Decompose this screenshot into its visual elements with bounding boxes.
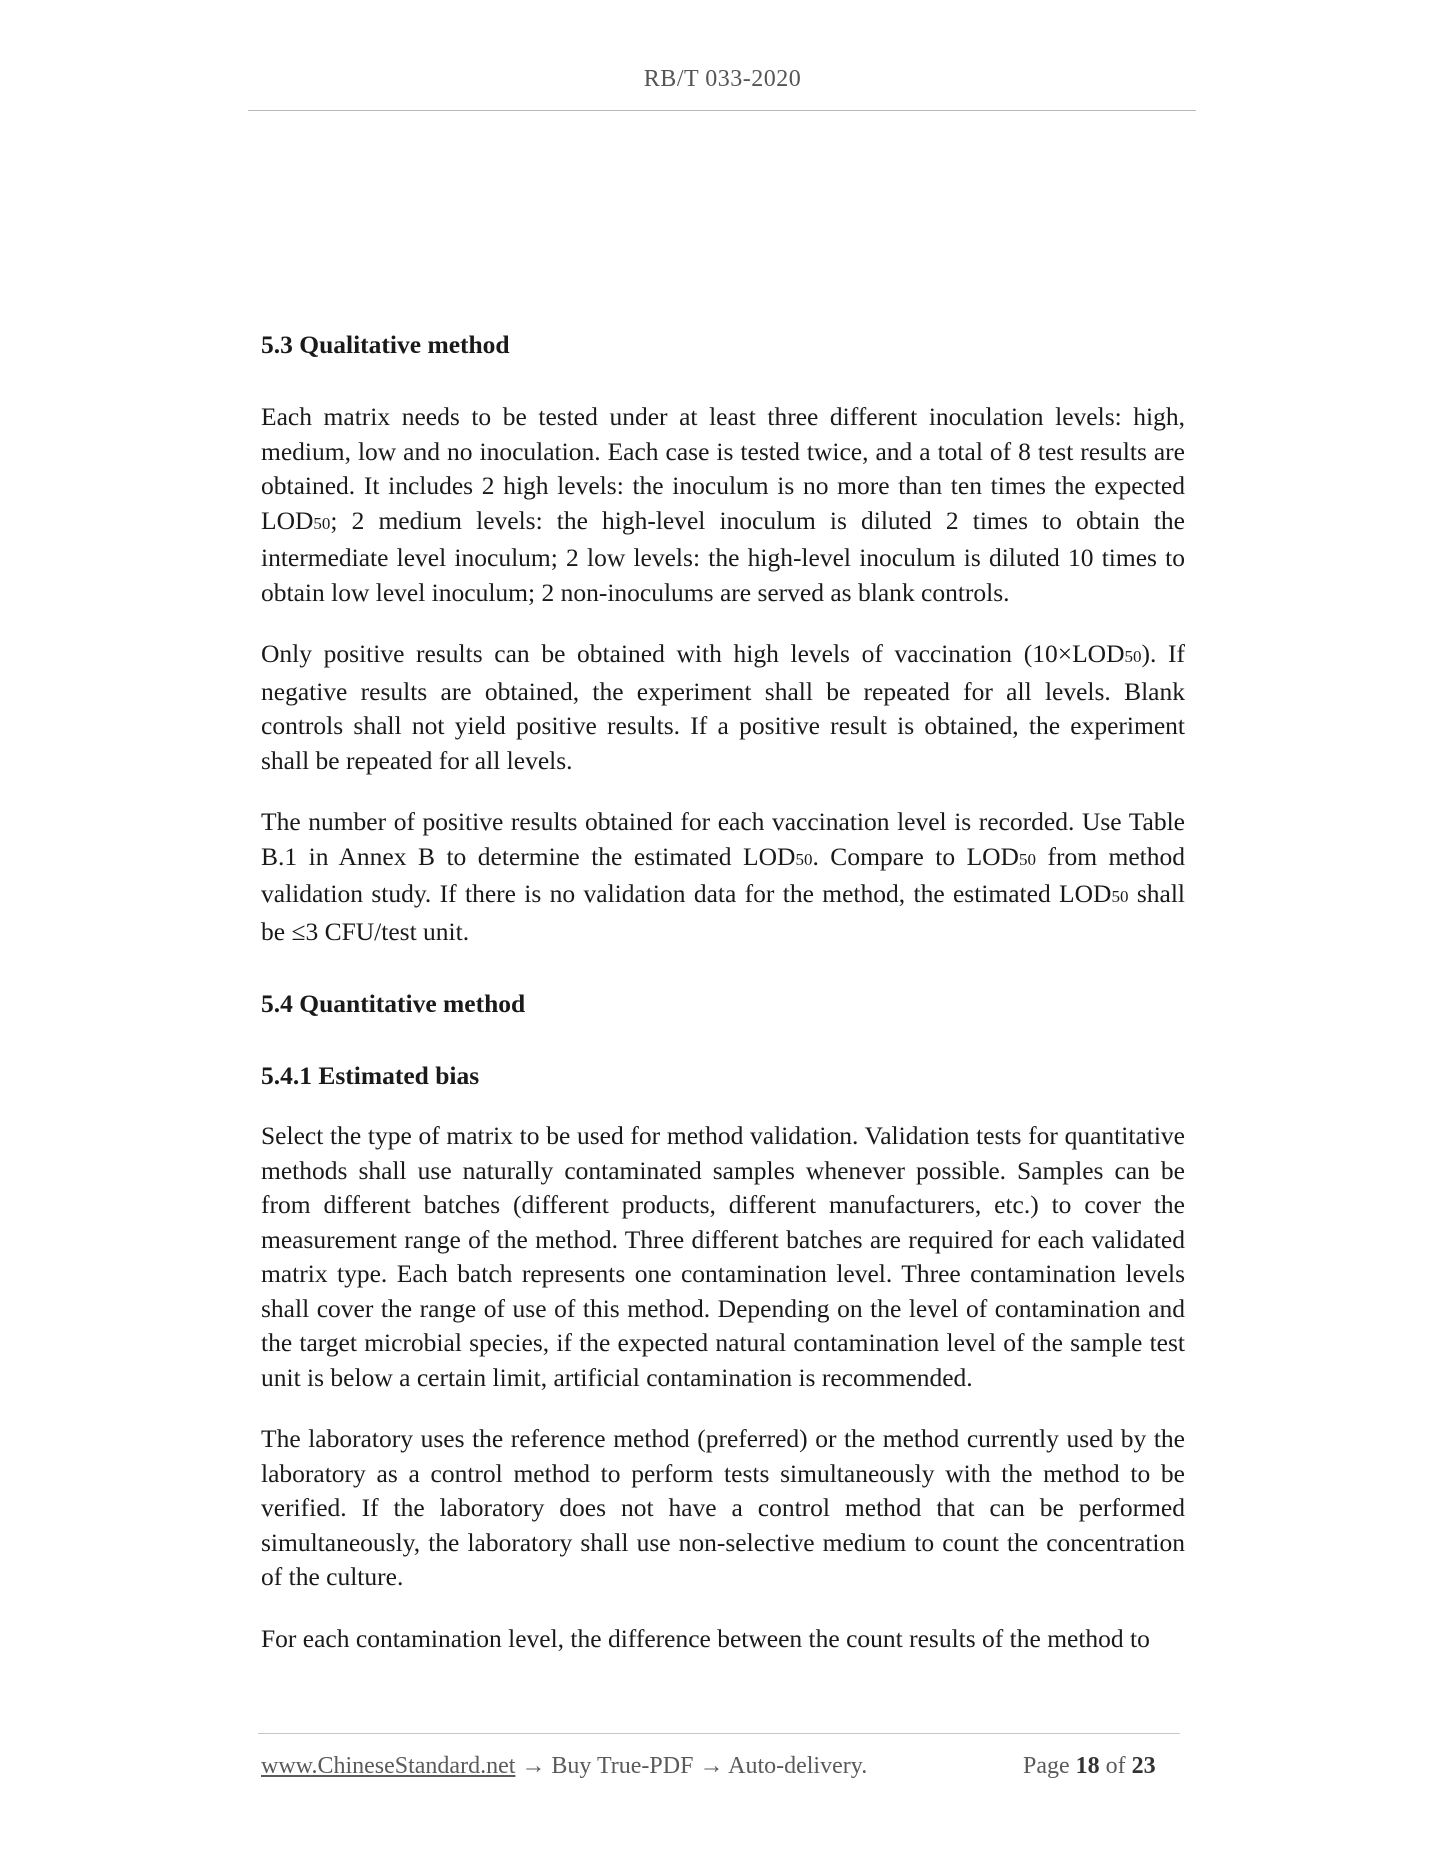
section-5-4-1-paragraph-1: Select the type of matrix to be used for method validation. Validation tests for quantitative methods shall use naturally contaminated samples whenever possible. Samples can be from different batches (different products, different manufacturers, etc.) to cover the measurement range of the method. Three different batches are required for each validated matrix type. Each batch represents one contamination level. Three contamination levels shall cover the range of use of this method. Depending on the level of contamination and the target microbial species, if the expected natural contamination level of the sample test unit is below a certain limit, artificial contamination is recommended. bbox=[261, 1121, 1185, 1392]
website-link[interactable]: www.ChineseStandard.net bbox=[261, 1753, 516, 1779]
section-5-3-paragraph-2: Only positive results can be obtained with high levels of vaccination (10×LOD50). If negative results are obtained, the experiment shall be repeated for all levels. Blank controls shall not yield positive results. If a positive result is obtained, the experiment shall be repeated for all levels. bbox=[261, 639, 1185, 775]
section-5-4-1-paragraph-3: For each contamination level, the difference between the count results of the method to bbox=[261, 1623, 1150, 1653]
footer-promo bbox=[261, 1753, 867, 1780]
current-page-number: 18 bbox=[1075, 1753, 1100, 1779]
total-pages-number: 23 bbox=[1131, 1753, 1156, 1779]
footer-promo-text: → Buy True-PDF → Auto-delivery. bbox=[515, 1753, 868, 1779]
section-5-3-heading: 5.3 Qualitative method bbox=[261, 330, 510, 359]
header-divider bbox=[248, 110, 1196, 111]
page-content bbox=[261, 328, 1185, 1683]
section-5-3-paragraph-3: The number of positive results obtained for each vaccination level is recorded. Use Table B.1 in Annex B to determine the estimated LOD50. Compare to LOD50 from method validation study. If there is no validation data for the method, the estimated LOD50 shall be ≤3 CFU/test unit. bbox=[261, 807, 1185, 946]
section-5-4-1-heading: 5.4.1 Estimated bias bbox=[261, 1061, 480, 1090]
section-5-4-heading: 5.4 Quantitative method bbox=[261, 989, 526, 1018]
section-5-4-1-paragraph-2: The laboratory uses the reference method (preferred) or the method currently used by the laboratory as a control method to perform tests simultaneously with the method to be verified. If the laboratory does not have a control method that can be performed simultaneously, the laboratory shall use non-selective medium to count the concentration of the culture. bbox=[261, 1424, 1185, 1591]
section-5-3-paragraph-1: Each matrix needs to be tested under at least three different inoculation levels: high, medium, low and no inoculation. Each case is tested twice, and a total of 8 test results are obtained. It includes 2 high levels: the inoculum is no more than ten times the expected LOD50; 2 medium levels: the high-level inoculum is diluted 2 times to obtain the intermediate level inoculum; 2 low levels: the high-level inoculum is diluted 10 times to obtain low level inoculum; 2 non-inoculums are served as blank controls. bbox=[261, 402, 1185, 607]
footer-divider bbox=[258, 1733, 1180, 1734]
page-indicator: Page 18 of 23 bbox=[1023, 1753, 1156, 1779]
document-id-header: RB/T 033-2020 bbox=[643, 66, 802, 92]
